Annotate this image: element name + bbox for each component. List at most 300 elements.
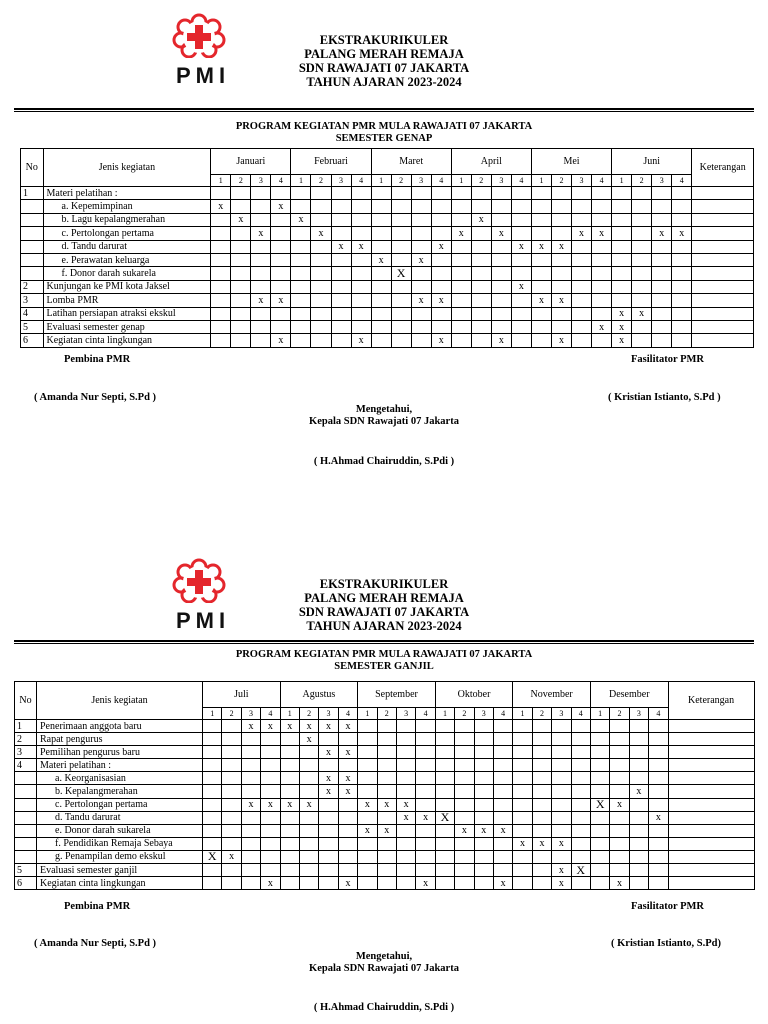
- header-row-months: [15, 682, 755, 708]
- schedule-cell: [513, 824, 532, 837]
- schedule-cell: [251, 320, 271, 333]
- schedule-cell: [551, 200, 571, 213]
- schedule-cell: x: [431, 240, 451, 253]
- schedule-cell: x: [351, 240, 371, 253]
- schedule-cell: [531, 213, 551, 226]
- month-header: Februari: [291, 149, 371, 175]
- schedule-cell: [291, 267, 311, 280]
- schedule-cell: [261, 746, 280, 759]
- schedule-cell: [311, 200, 331, 213]
- note-cell: [668, 759, 754, 772]
- schedule-cell: [299, 824, 318, 837]
- schedule-cell: [291, 320, 311, 333]
- schedule-cell: [211, 187, 231, 200]
- schedule-cell: [338, 837, 357, 850]
- schedule-cell: [511, 267, 531, 280]
- schedule-cell: [231, 294, 251, 307]
- schedule-cell: [652, 320, 672, 333]
- schedule-cell: [416, 759, 435, 772]
- schedule-cell: [211, 267, 231, 280]
- schedule-cell: x: [531, 240, 551, 253]
- schedule-cell: [474, 785, 493, 798]
- schedule-table: [14, 681, 755, 890]
- schedule-cell: x: [331, 240, 351, 253]
- schedule-cell: [471, 227, 491, 240]
- schedule-cell: [311, 294, 331, 307]
- schedule-cell: [396, 877, 415, 890]
- header-divider: [14, 640, 754, 644]
- schedule-cell: [435, 798, 454, 811]
- schedule-cell: x: [411, 294, 431, 307]
- schedule-cell: [431, 280, 451, 293]
- schedule-cell: [652, 267, 672, 280]
- schedule-cell: [572, 213, 592, 226]
- schedule-cell: [531, 334, 551, 347]
- schedule-cell: [211, 213, 231, 226]
- schedule-cell: [632, 267, 652, 280]
- note-cell: [692, 227, 754, 240]
- schedule-table: [20, 148, 754, 348]
- schedule-cell: [531, 227, 551, 240]
- schedule-cell: [474, 811, 493, 824]
- schedule-cell: [396, 720, 415, 733]
- headmaster-name: ( H.Ahmad Chairuddin, S.Pdi ): [313, 456, 455, 467]
- row-number: 1: [21, 187, 44, 200]
- schedule-cell: [431, 213, 451, 226]
- schedule-cell: x: [471, 213, 491, 226]
- schedule-cell: [649, 746, 668, 759]
- column-header-no: No: [21, 149, 44, 187]
- header-line-3: SDN RAWAJATI 07 JAKARTA: [298, 605, 470, 619]
- schedule-cell: [203, 798, 222, 811]
- schedule-cell: [590, 746, 609, 759]
- schedule-cell: [451, 320, 471, 333]
- schedule-cell: x: [551, 240, 571, 253]
- schedule-cell: [531, 267, 551, 280]
- month-header: April: [451, 149, 531, 175]
- schedule-cell: [590, 720, 609, 733]
- schedule-cell: [371, 227, 391, 240]
- schedule-cell: [491, 320, 511, 333]
- schedule-cell: [271, 227, 291, 240]
- schedule-cell: [629, 733, 648, 746]
- schedule-cell: [203, 864, 222, 877]
- week-header: 3: [552, 708, 571, 720]
- schedule-cell: [571, 759, 590, 772]
- fasilitator-name: ( Kristian Istianto, S.Pd ): [608, 392, 721, 403]
- schedule-cell: [610, 759, 629, 772]
- schedule-cell: [632, 200, 652, 213]
- schedule-cell: [241, 850, 260, 863]
- row-number: 2: [15, 733, 37, 746]
- schedule-cell: [241, 733, 260, 746]
- note-cell: [692, 240, 754, 253]
- schedule-cell: [455, 759, 474, 772]
- row-number: [15, 850, 37, 863]
- week-header: 3: [652, 175, 672, 187]
- month-header: September: [358, 682, 436, 708]
- schedule-cell: [451, 280, 471, 293]
- schedule-cell: [571, 720, 590, 733]
- schedule-cell: [358, 759, 377, 772]
- row-number: 3: [15, 746, 37, 759]
- schedule-cell: [551, 213, 571, 226]
- schedule-cell: [571, 746, 590, 759]
- schedule-cell: [532, 772, 551, 785]
- schedule-cell: [532, 877, 551, 890]
- document-page-2: [0, 545, 768, 1024]
- note-cell: [692, 200, 754, 213]
- schedule-cell: x: [551, 294, 571, 307]
- schedule-cell: [572, 267, 592, 280]
- schedule-cell: [632, 294, 652, 307]
- schedule-cell: [396, 733, 415, 746]
- schedule-cell: x: [311, 227, 331, 240]
- table-row: [21, 280, 754, 293]
- schedule-cell: x: [416, 811, 435, 824]
- schedule-cell: x: [271, 334, 291, 347]
- schedule-cell: [435, 850, 454, 863]
- schedule-cell: [319, 850, 338, 863]
- week-header: 2: [632, 175, 652, 187]
- week-header: 4: [338, 708, 357, 720]
- schedule-cell: [612, 294, 632, 307]
- schedule-cell: [471, 294, 491, 307]
- schedule-cell: x: [396, 798, 415, 811]
- fasilitator-role: Fasilitator PMR: [631, 354, 704, 365]
- row-number: [15, 798, 37, 811]
- schedule-cell: [211, 240, 231, 253]
- schedule-cell: x: [431, 294, 451, 307]
- table-row: [15, 759, 755, 772]
- schedule-cell: [551, 267, 571, 280]
- schedule-cell: [358, 720, 377, 733]
- note-cell: [692, 267, 754, 280]
- schedule-cell: [251, 240, 271, 253]
- schedule-cell: [338, 824, 357, 837]
- schedule-cell: [511, 200, 531, 213]
- schedule-cell: [280, 733, 299, 746]
- schedule-cell: x: [261, 877, 280, 890]
- schedule-cell: [513, 850, 532, 863]
- schedule-cell: [451, 253, 471, 266]
- schedule-cell: [299, 759, 318, 772]
- schedule-cell: [291, 200, 311, 213]
- schedule-cell: [471, 200, 491, 213]
- schedule-cell: [513, 864, 532, 877]
- week-header: 1: [291, 175, 311, 187]
- schedule-cell: [474, 720, 493, 733]
- note-cell: [668, 733, 754, 746]
- schedule-cell: [391, 294, 411, 307]
- schedule-cell: x: [629, 785, 648, 798]
- schedule-cell: [261, 772, 280, 785]
- schedule-cell: x: [455, 824, 474, 837]
- schedule-cell: [377, 746, 396, 759]
- column-header-note: Keterangan: [668, 682, 754, 720]
- schedule-cell: [672, 294, 692, 307]
- row-number: [21, 253, 44, 266]
- table-row: [21, 240, 754, 253]
- week-header: 4: [431, 175, 451, 187]
- schedule-cell: [471, 267, 491, 280]
- schedule-cell: [251, 213, 271, 226]
- schedule-cell: [592, 267, 612, 280]
- schedule-cell: [291, 280, 311, 293]
- schedule-cell: [511, 187, 531, 200]
- schedule-cell: [471, 240, 491, 253]
- schedule-cell: [474, 864, 493, 877]
- schedule-cell: [299, 772, 318, 785]
- schedule-cell: [455, 837, 474, 850]
- schedule-cell: [222, 720, 241, 733]
- schedule-cell: [493, 720, 512, 733]
- schedule-cell: [571, 824, 590, 837]
- schedule-cell: [271, 320, 291, 333]
- schedule-cell: [411, 200, 431, 213]
- schedule-cell: [396, 746, 415, 759]
- schedule-cell: [371, 200, 391, 213]
- schedule-cell: [431, 267, 451, 280]
- schedule-cell: [551, 307, 571, 320]
- schedule-cell: [672, 334, 692, 347]
- schedule-cell: [222, 759, 241, 772]
- schedule-cell: [358, 811, 377, 824]
- schedule-cell: [331, 280, 351, 293]
- schedule-cell: X: [203, 850, 222, 863]
- schedule-cell: [592, 213, 612, 226]
- schedule-cell: [299, 811, 318, 824]
- month-header: Maret: [371, 149, 451, 175]
- schedule-cell: [590, 864, 609, 877]
- schedule-cell: [222, 864, 241, 877]
- schedule-cell: [331, 294, 351, 307]
- schedule-cell: [532, 864, 551, 877]
- schedule-cell: [241, 759, 260, 772]
- note-cell: [668, 824, 754, 837]
- week-header: 1: [612, 175, 632, 187]
- note-cell: [692, 213, 754, 226]
- table-row: [15, 850, 755, 863]
- table-row: [21, 227, 754, 240]
- activity-label: f. Pendidikan Remaja Sebaya: [37, 837, 203, 850]
- schedule-cell: [261, 811, 280, 824]
- header-line-3: SDN RAWAJATI 07 JAKARTA: [298, 61, 470, 75]
- schedule-cell: [396, 837, 415, 850]
- schedule-cell: x: [358, 824, 377, 837]
- schedule-cell: [610, 772, 629, 785]
- activity-label: Rapat pengurus: [37, 733, 203, 746]
- header-line-2: PALANG MERAH REMAJA: [304, 591, 464, 605]
- schedule-cell: x: [280, 720, 299, 733]
- schedule-cell: [612, 280, 632, 293]
- schedule-cell: [411, 307, 431, 320]
- schedule-cell: [471, 307, 491, 320]
- schedule-cell: x: [377, 798, 396, 811]
- schedule-cell: [396, 772, 415, 785]
- schedule-cell: [572, 294, 592, 307]
- schedule-cell: [491, 253, 511, 266]
- activity-label: a. Kepemimpinan: [43, 200, 211, 213]
- week-header: 3: [331, 175, 351, 187]
- schedule-cell: [319, 837, 338, 850]
- schedule-cell: [672, 320, 692, 333]
- row-number: [21, 227, 44, 240]
- schedule-cell: [455, 811, 474, 824]
- schedule-cell: [222, 877, 241, 890]
- schedule-cell: x: [271, 200, 291, 213]
- schedule-cell: [351, 253, 371, 266]
- schedule-cell: [377, 811, 396, 824]
- activity-label: Lomba PMR: [43, 294, 211, 307]
- schedule-cell: [203, 785, 222, 798]
- schedule-cell: [532, 798, 551, 811]
- schedule-cell: [331, 227, 351, 240]
- schedule-cell: [652, 280, 672, 293]
- schedule-cell: [571, 850, 590, 863]
- schedule-cell: [271, 280, 291, 293]
- schedule-cell: [231, 280, 251, 293]
- schedule-cell: x: [261, 798, 280, 811]
- schedule-cell: [649, 733, 668, 746]
- schedule-cell: [513, 785, 532, 798]
- schedule-cell: [280, 837, 299, 850]
- schedule-cell: [377, 877, 396, 890]
- table-row: [21, 187, 754, 200]
- week-header: 2: [391, 175, 411, 187]
- schedule-cell: [649, 877, 668, 890]
- schedule-cell: [571, 785, 590, 798]
- schedule-cell: [551, 280, 571, 293]
- schedule-cell: [610, 746, 629, 759]
- schedule-cell: [261, 837, 280, 850]
- schedule-cell: [261, 864, 280, 877]
- schedule-cell: [391, 213, 411, 226]
- activity-label: b. Lagu kepalangmerahan: [43, 213, 211, 226]
- schedule-cell: [396, 850, 415, 863]
- schedule-cell: [491, 187, 511, 200]
- schedule-cell: [572, 240, 592, 253]
- schedule-cell: [513, 720, 532, 733]
- schedule-cell: [377, 759, 396, 772]
- schedule-cell: [311, 267, 331, 280]
- schedule-cell: x: [612, 334, 632, 347]
- table-row: [21, 320, 754, 333]
- schedule-cell: [511, 213, 531, 226]
- schedule-cell: [632, 240, 652, 253]
- column-header-note: Keterangan: [692, 149, 754, 187]
- schedule-cell: [416, 850, 435, 863]
- schedule-cell: [612, 240, 632, 253]
- schedule-cell: [203, 733, 222, 746]
- schedule-cell: x: [551, 334, 571, 347]
- schedule-cell: [203, 837, 222, 850]
- activity-label: g. Penampilan demo ekskul: [37, 850, 203, 863]
- schedule-cell: [632, 280, 652, 293]
- table-row: [21, 267, 754, 280]
- schedule-cell: [551, 253, 571, 266]
- schedule-cell: [513, 877, 532, 890]
- row-number: 5: [15, 864, 37, 877]
- schedule-cell: [629, 850, 648, 863]
- schedule-cell: [672, 267, 692, 280]
- schedule-cell: [649, 772, 668, 785]
- schedule-cell: [203, 759, 222, 772]
- activity-label: Penerimaan anggota baru: [37, 720, 203, 733]
- week-header: 3: [629, 708, 648, 720]
- schedule-cell: [513, 772, 532, 785]
- schedule-cell: [391, 227, 411, 240]
- schedule-cell: [371, 187, 391, 200]
- schedule-cell: [592, 240, 612, 253]
- schedule-cell: [552, 850, 571, 863]
- schedule-cell: [211, 294, 231, 307]
- schedule-cell: [311, 213, 331, 226]
- header-line-2: PALANG MERAH REMAJA: [304, 47, 464, 61]
- activity-label: Kegiatan cinta lingkungan: [37, 877, 203, 890]
- schedule-cell: [451, 213, 471, 226]
- schedule-cell: [271, 253, 291, 266]
- schedule-cell: [416, 824, 435, 837]
- schedule-cell: [471, 187, 491, 200]
- schedule-cell: x: [552, 877, 571, 890]
- week-header: 4: [511, 175, 531, 187]
- note-cell: [668, 798, 754, 811]
- schedule-cell: [391, 280, 411, 293]
- note-cell: [692, 334, 754, 347]
- note-cell: [668, 720, 754, 733]
- schedule-cell: [358, 772, 377, 785]
- schedule-cell: [351, 213, 371, 226]
- schedule-cell: [358, 850, 377, 863]
- schedule-cell: [551, 320, 571, 333]
- schedule-cell: [222, 785, 241, 798]
- schedule-cell: [629, 759, 648, 772]
- schedule-cell: [271, 267, 291, 280]
- row-number: 3: [21, 294, 44, 307]
- schedule-cell: [377, 772, 396, 785]
- schedule-cell: [371, 307, 391, 320]
- schedule-cell: [610, 785, 629, 798]
- schedule-cell: [280, 824, 299, 837]
- row-number: 6: [15, 877, 37, 890]
- schedule-cell: [231, 187, 251, 200]
- schedule-cell: [491, 267, 511, 280]
- schedule-cell: [299, 785, 318, 798]
- schedule-cell: [590, 824, 609, 837]
- table-row: [15, 733, 755, 746]
- schedule-cell: [291, 240, 311, 253]
- schedule-cell: x: [612, 320, 632, 333]
- schedule-cell: [203, 811, 222, 824]
- pembina-name: ( Amanda Nur Septi, S.Pd ): [34, 938, 157, 949]
- acknowledgement: [284, 404, 484, 428]
- schedule-cell: [261, 824, 280, 837]
- schedule-cell: [280, 759, 299, 772]
- schedule-cell: [299, 837, 318, 850]
- schedule-cell: x: [552, 837, 571, 850]
- pmi-logo-text: PMI: [176, 63, 231, 88]
- schedule-cell: [612, 213, 632, 226]
- schedule-cell: [435, 733, 454, 746]
- row-number: [21, 200, 44, 213]
- schedule-cell: [493, 733, 512, 746]
- schedule-cell: [455, 864, 474, 877]
- schedule-cell: [241, 811, 260, 824]
- schedule-cell: [435, 720, 454, 733]
- week-header: 3: [396, 708, 415, 720]
- table-row: [21, 253, 754, 266]
